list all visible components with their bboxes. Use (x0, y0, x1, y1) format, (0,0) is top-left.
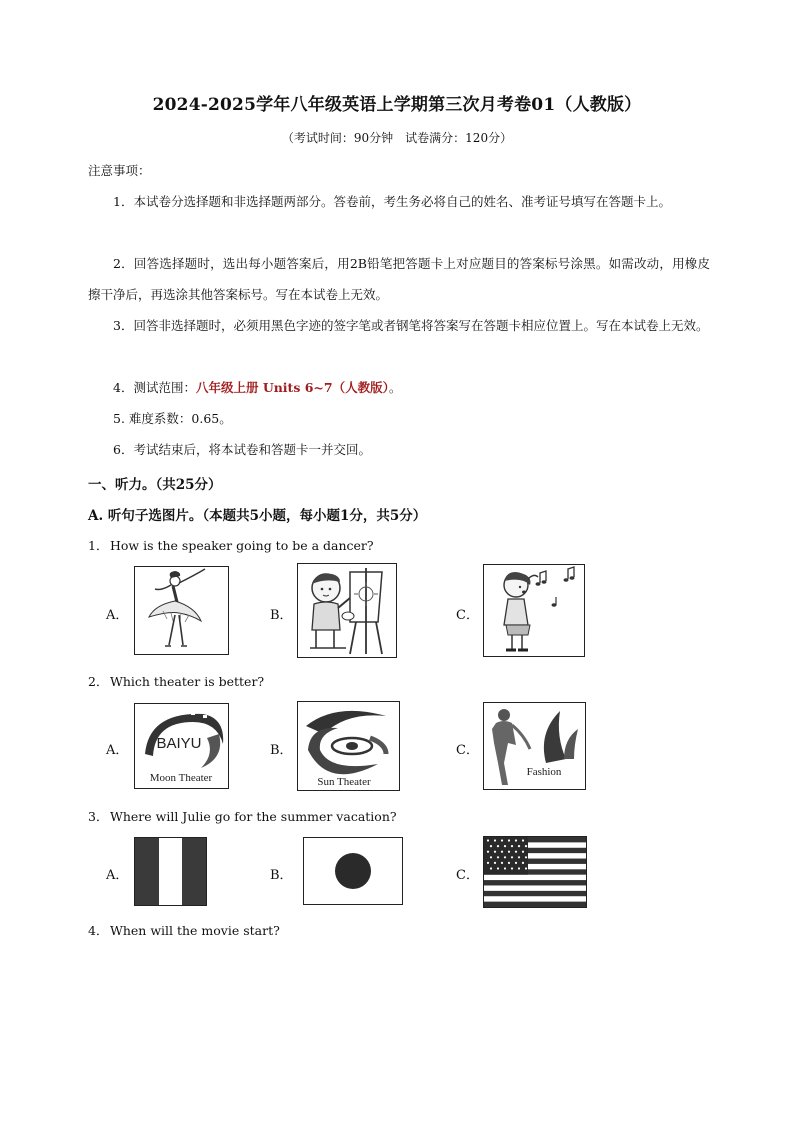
exam-info: （考试时间：90分钟 试卷满分：120分） (281, 131, 513, 145)
ballet-dancer-image[interactable] (134, 566, 229, 655)
notice-item-5: 5. 难度系数：0.65。 (113, 411, 232, 426)
theater-caption: Sun Theater (317, 776, 371, 788)
boy-painting-image[interactable] (297, 563, 397, 658)
option-a-label: A． (106, 743, 129, 758)
question-text: Where will Julie go for the summer vacation? (110, 809, 397, 824)
option-b-label: B． (270, 608, 293, 623)
option-c-label: C． (456, 868, 479, 883)
page-title: 2024-2025学年八年级英语上学期第三次月考卷01（人教版） (152, 95, 642, 115)
notice-item-4 (88, 372, 710, 403)
notice-item-4-prefix: 4．测试范围： (113, 380, 196, 395)
question-1 (88, 536, 374, 554)
option-c-label: C． (456, 743, 479, 758)
theater-brand-text: BAIYU (156, 735, 202, 752)
question-text: Which theater is better? (110, 674, 265, 689)
notice-item-3: 3．回答非选择题时，必须用黑色字迹的签字笔或者钢笔将答案写在答题卡相应位置上。写在本试卷上无效。 (113, 318, 709, 333)
part-a-heading: A. 听句子选图片。（本题共5小题，每小题1分，共5分） (88, 508, 427, 524)
question-number: 2． (88, 674, 109, 689)
option-c-label: C． (456, 608, 479, 623)
option-b-label: B． (270, 743, 293, 758)
question-3 (88, 807, 397, 825)
theater-caption: Moon Theater (149, 772, 213, 784)
section-listening-heading: 一、听力。（共25分） (88, 477, 222, 493)
notice-heading: 注意事项： (88, 163, 151, 178)
nigeria-flag-image[interactable] (134, 837, 207, 906)
fashion-theater-logo[interactable] (483, 702, 586, 790)
sun-theater-logo[interactable] (297, 701, 400, 791)
notice-item-4-suffix: 。 (388, 380, 402, 395)
option-b-label: B． (270, 868, 293, 883)
notice-item-1: 1．本试卷分选择题和非选择题两部分。答卷前，考生务必将自己的姓名、准考证号填写在答题卡上。 (113, 194, 671, 209)
question-2 (88, 672, 264, 690)
theater-caption: Fashion (526, 766, 562, 778)
option-a-label: A． (106, 868, 129, 883)
question-text: How is the speaker going to be a dancer? (110, 538, 374, 553)
notice-item-2: 2．回答选择题时，选出每小题答案后，用2B铅笔把答题卡上对应题目的答案标号涂黑。如需改动，用橡皮擦干净后，再选涂其他答案标号。写在本试卷上无效。 (88, 256, 710, 302)
question-number: 4． (88, 923, 109, 938)
notice-item-6: 6．考试结束后，将本试卷和答题卡一并交回。 (113, 442, 371, 457)
test-scope: 八年级上册 Units 6~7（人教版） (195, 380, 389, 395)
question-text: When will the movie start? (110, 923, 280, 938)
question-number: 3． (88, 809, 109, 824)
question-4 (88, 921, 280, 939)
usa-flag-image[interactable] (483, 836, 587, 908)
moon-theater-logo[interactable] (134, 703, 229, 789)
option-a-label: A． (106, 608, 129, 623)
japan-flag-image[interactable] (303, 837, 403, 905)
girl-singing-image[interactable] (483, 564, 585, 657)
question-number: 1． (88, 538, 109, 553)
